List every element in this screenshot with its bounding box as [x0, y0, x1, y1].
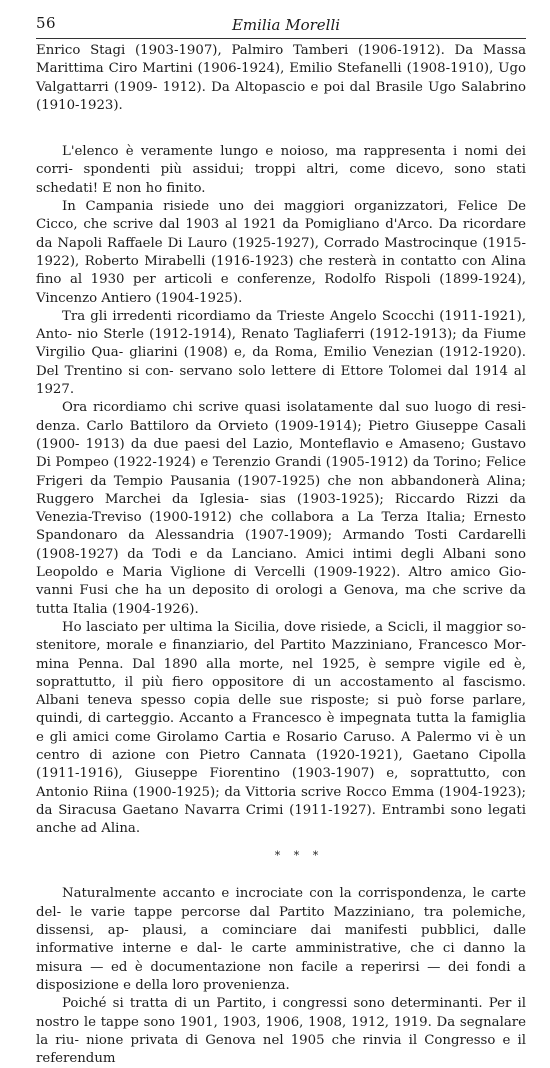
text-line: 1912). Da Altopascio e poi dal Brasile Ugo Salabrino (1910-1923). [36, 79, 527, 113]
text-line: plausi, a cominciare dai manifesti pubblici, dalle informative interne e dal- [36, 923, 526, 957]
paragraph [36, 885, 526, 995]
text-line: In Campania risiede uno dei maggiori organizzatori, Felice De Cicco, [36, 199, 526, 233]
text-line: articoli e conferenze, Rodolfo Rispoli (1899-1924), Vincenzo Antiero (1904-1925). [36, 272, 526, 306]
section-separator: * * * [274, 849, 324, 863]
text-line: nostro le tappe sono 1901, 1903, 1906, 1908, 1912, 1919. Da segnalare la riu- [36, 1014, 526, 1048]
body-text [36, 42, 526, 1068]
text-line: Naturalmente accanto e incrociate con la corrispondenza, le carte del- [36, 886, 526, 920]
text-line: Pausania (1907-1925) che non abbandonerà Alina; Ruggero Marchei da Iglesia- [36, 473, 526, 507]
page-header [36, 10, 526, 39]
text-line: Ora ricordiamo chi scrive quasi isolatamente dal suo luogo di resi- [62, 400, 526, 416]
text-line: a Francesco è impegnata tutta la famiglia e gli amici come Girolamo Cartia [36, 711, 526, 745]
text-line: (1920-1921), Gaetano Cipolla (1911-1916), Giuseppe Fiorentino (1903-1907) e, [36, 747, 527, 782]
text-line: denza. Carlo Battiloro da Orvieto (1909-1914); Pietro Giuseppe Casali (1900- [36, 418, 526, 452]
text-line: non facile a reperirsi — dei fondi a disposizione e della loro provenienza. [36, 959, 526, 993]
text-line: Enrico Stagi (1903-1907), Palmiro Tamberi (1906-1912). Da Massa Marittima [36, 43, 526, 77]
paragraph [36, 995, 526, 1068]
text-line: Raffaele Di Lauro (1925-1927), Corrado Mastrocinque (1915-1922), Roberto [36, 235, 526, 269]
paragraph [36, 143, 526, 198]
page-number: 56 [36, 14, 57, 32]
text-line: copia delle sue risposte; si può forse parlare, quindi, di carteggio. Accanto [36, 693, 526, 727]
paragraph [36, 198, 526, 308]
section-gap [36, 865, 526, 885]
text-line: soprattutto, con Antonio Riina (1900-1925); da Vittoria scrive Rocco Emma [36, 766, 526, 800]
text-line: servano solo lettere di Ettore Tolomei dal 1914 al 1927. [36, 363, 527, 398]
text-line: vanni Fusi che ha un deposito di orologi a Genova, ma che scrive da tutta [36, 583, 526, 617]
text-line: le carte amministrative, che ci danno la misura — ed è documentazione [36, 941, 526, 975]
text-line: sono Leopoldo e Maria Viglione di Vercelli (1909-1922). Altro amico Gio- [36, 546, 526, 581]
text-line: le varie tappe percorse dal Partito Mazziniano, tra polemiche, dissensi, ap- [36, 904, 526, 939]
text-line: (1922-1924) e Terenzio Grandi (1905-1912) da Torino; Felice Frigeri da Tempio [36, 455, 526, 489]
text-line: ho finito. [145, 180, 206, 196]
text-line: che scrive dal 1903 al 1921 da Pomigliano d'Arco. Da ricordare da Napoli [36, 217, 526, 251]
text-line: Poiché si tratta di un Partito, i congressi sono determinanti. Per il [62, 996, 526, 1012]
text-line: a La Terza Italia; Ernesto Spandonaro da Alessandria (1907-1909); Armando [36, 510, 527, 544]
text-line: (1904-1923); da Siracusa Gaetano Navarra Crimi (1911-1927). Entrambi sono [36, 784, 527, 818]
text-line: mina Penna. Dal 1890 alla morte, nel 1925, è sempre vigile ed è, soprattutto, [36, 656, 526, 690]
text-line: e Rosario Caruso. A Palermo vi è un centro di azione con Pietro Cannata [36, 729, 527, 763]
paragraph [36, 308, 526, 399]
paragraph [36, 619, 526, 839]
section-gap [36, 115, 526, 143]
text-line: gliarini (1908) e, da Roma, Emilio Venezian (1912-1920). Del Trentino si con- [36, 345, 526, 379]
paragraph [36, 399, 526, 619]
running-title: Emilia Morelli [231, 16, 341, 34]
section-gap [36, 838, 526, 847]
text-line: 1913) da due paesi del Lazio, Monteflavio e Amaseno; Gustavo Di Pompeo [36, 436, 526, 471]
text-line: nio Sterle (1912-1914), Renato Tagliaferri (1912-1913); da Fiume Virgilio Qua- [36, 327, 527, 361]
paragraph-continued [36, 42, 526, 115]
text-line: legati anche ad Alina. [36, 802, 526, 837]
text-line: spondenti più assidui; troppi altri, come dicevo, sono stati schedati! E non [36, 162, 526, 196]
text-line: il più fiero oppositore di un accostamento al fascismo. Albani teneva spesso [36, 674, 526, 709]
text-line: nione privata di Genova nel 1905 che rinvia il Congresso e il referendum [36, 1032, 526, 1067]
text-line: Italia (1904-1926). [72, 601, 199, 617]
text-line: L'elenco è veramente lungo e noioso, ma rappresenta i nomi dei corri- [36, 144, 526, 178]
text-line: sias (1903-1925); Riccardo Rizzi da Venezia-Treviso (1900-1912) che collabora [36, 491, 526, 526]
text-line: Mirabelli (1916-1923) che resterà in contatto con Alina fino al 1930 per [36, 253, 526, 288]
text-line: Tra gli irredenti ricordiamo da Trieste Angelo Scocchi (1911-1921), Anto- [36, 308, 526, 343]
text-line: stenitore, morale e finanziario, del Partito Mazziniano, Francesco Mor- [36, 638, 526, 654]
text-line: Tosti Cardarelli (1908-1927) da Todi e da Lanciano. Amici intimi degli Albani [36, 528, 527, 562]
text-line: Ho lasciato per ultima la Sicilia, dove risiede, a Scicli, il maggior so- [62, 619, 526, 635]
text-line: Ciro Martini (1906-1924), Emilio Stefanelli (1908-1910), Ugo Valgattarri (1909- [36, 61, 526, 95]
